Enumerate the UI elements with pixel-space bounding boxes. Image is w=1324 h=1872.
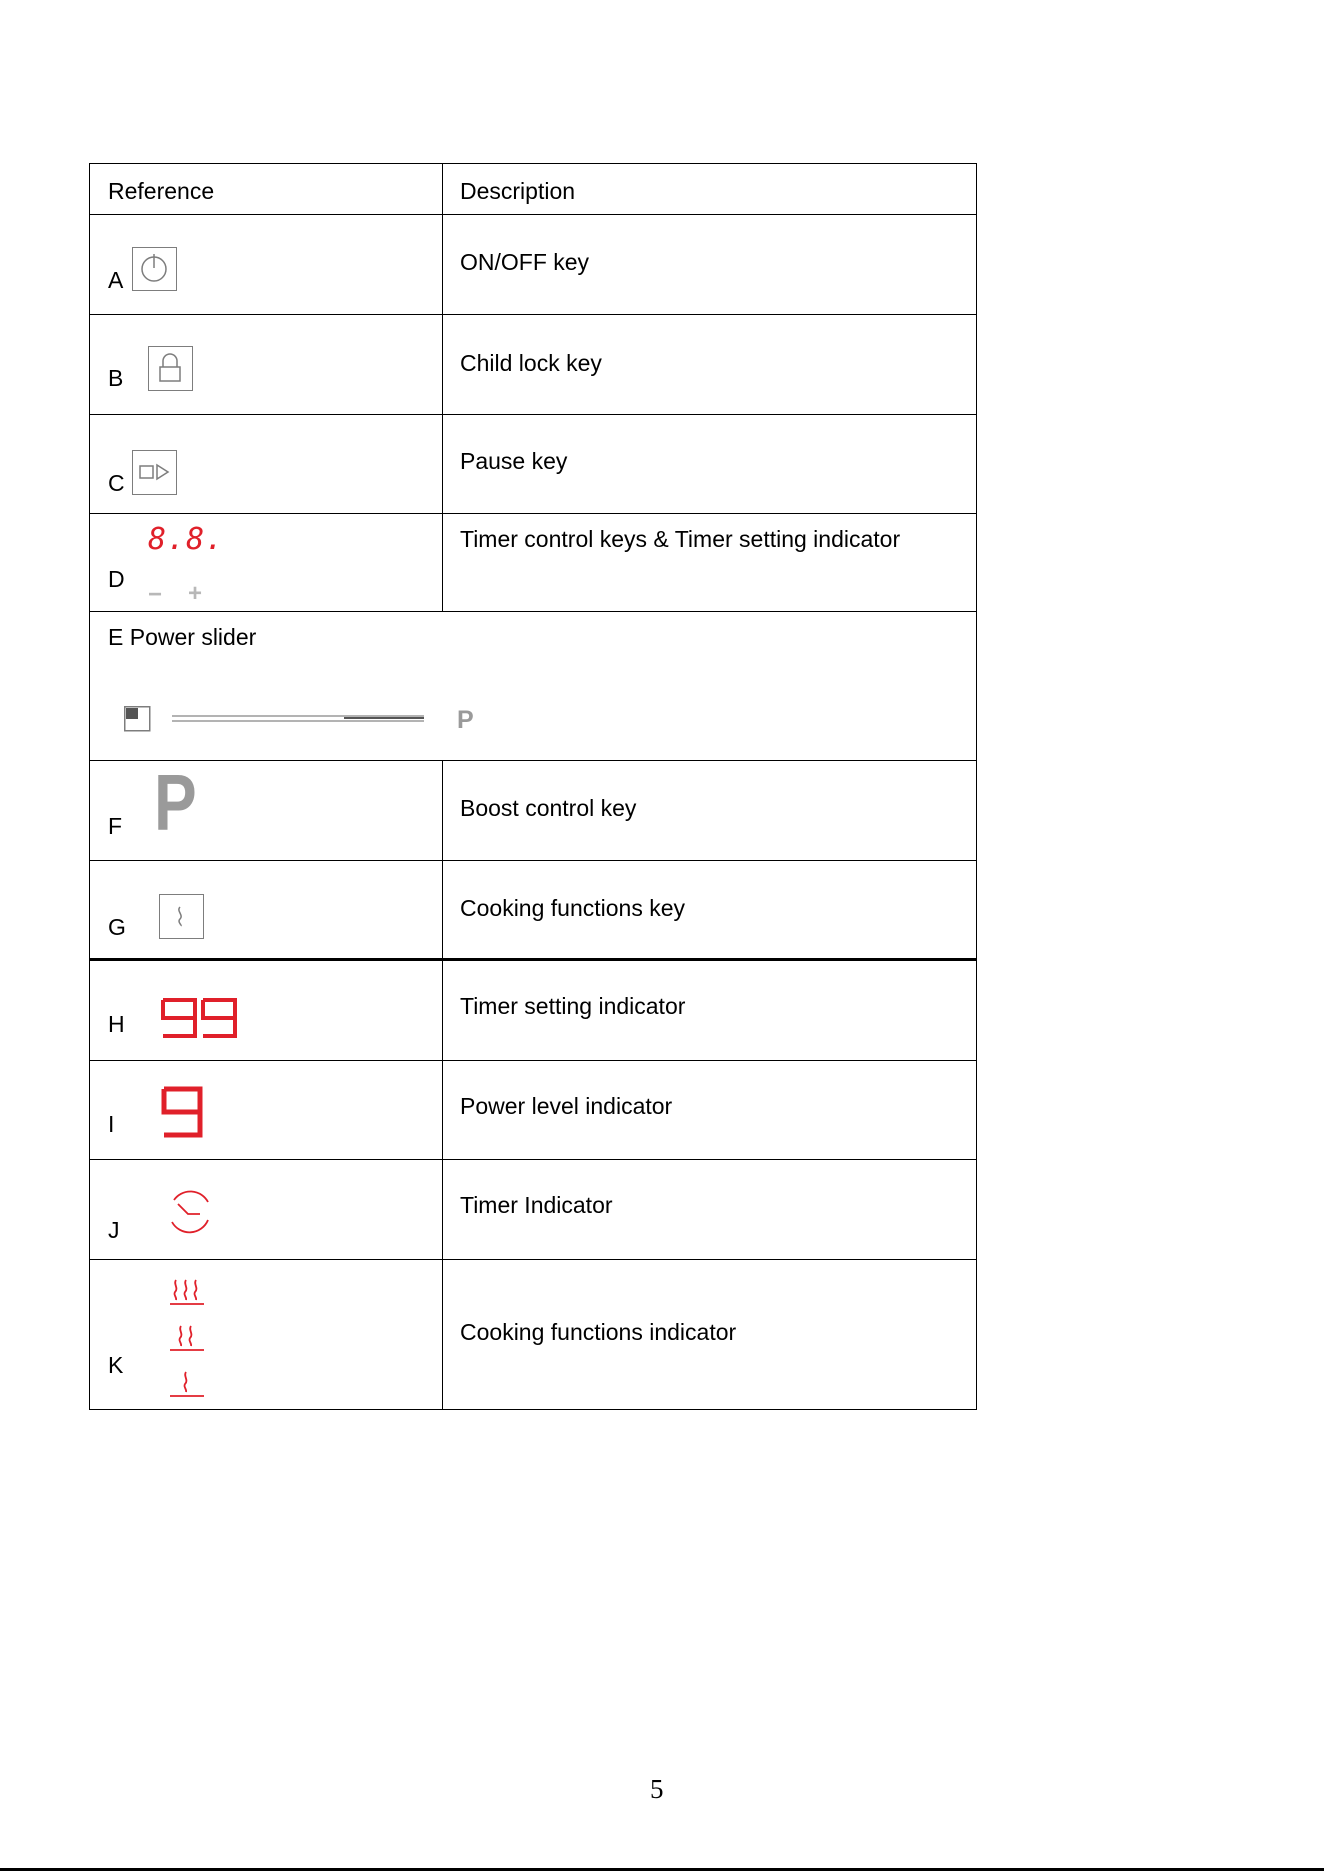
table-row bbox=[89, 960, 977, 1061]
row-letter: I bbox=[108, 1111, 115, 1137]
table-header-row bbox=[89, 163, 977, 215]
row-letter: K bbox=[108, 1352, 124, 1378]
timer-digits-icon bbox=[160, 997, 240, 1039]
row-description: Timer setting indicator bbox=[460, 993, 686, 1019]
row-description: Child lock key bbox=[460, 350, 602, 376]
cooking-functions-indicator-icon bbox=[166, 1276, 210, 1406]
row-letter: D bbox=[108, 566, 125, 592]
page-bottom-rule bbox=[0, 1868, 1324, 1871]
row-letter: A bbox=[108, 267, 124, 293]
table-row bbox=[89, 414, 977, 514]
table-row bbox=[89, 760, 977, 861]
boost-p-icon: P bbox=[154, 758, 197, 847]
header-reference: Reference bbox=[108, 178, 215, 204]
row-description: Timer control keys & Timer setting indicator bbox=[460, 526, 901, 552]
cooking-function-key-icon bbox=[159, 894, 204, 939]
row-description: Cooking functions indicator bbox=[460, 1319, 737, 1345]
table-row bbox=[89, 1259, 977, 1410]
table-row bbox=[89, 214, 977, 315]
timer-display-icon: 8.8. bbox=[148, 522, 225, 557]
row-letter: H bbox=[108, 1011, 125, 1037]
row-description: Cooking functions key bbox=[460, 895, 686, 921]
row-letter: E Power slider bbox=[108, 624, 257, 650]
row-description: ON/OFF key bbox=[460, 249, 590, 275]
table-row bbox=[89, 1060, 977, 1160]
row-letter: G bbox=[108, 914, 126, 940]
power-slider-icon bbox=[124, 704, 484, 734]
row-letter: F bbox=[108, 813, 123, 839]
power-icon bbox=[132, 247, 177, 291]
minus-key: − bbox=[148, 581, 163, 608]
row-letter: B bbox=[108, 365, 124, 391]
row-description: Timer Indicator bbox=[460, 1192, 613, 1218]
plus-key: + bbox=[188, 580, 203, 607]
row-letter: J bbox=[108, 1217, 120, 1243]
timer-indicator-icon bbox=[164, 1186, 212, 1236]
row-letter: C bbox=[108, 470, 125, 496]
row-description: Boost control key bbox=[460, 795, 637, 821]
lock-icon bbox=[148, 346, 193, 391]
page-number: 5 bbox=[650, 1774, 664, 1804]
row-description: Power level indicator bbox=[460, 1093, 673, 1119]
pause-icon bbox=[132, 450, 177, 495]
table-row bbox=[89, 513, 977, 612]
table-row bbox=[89, 860, 977, 961]
row-description: Pause key bbox=[460, 448, 568, 474]
table-row bbox=[89, 1159, 977, 1260]
table-row bbox=[89, 314, 977, 415]
table-row bbox=[89, 611, 977, 761]
power-slider-label: Power slider bbox=[129, 624, 257, 650]
power-level-digit-icon bbox=[160, 1086, 204, 1138]
slider-boost-label: P bbox=[457, 706, 474, 734]
header-description: Description bbox=[460, 178, 576, 204]
